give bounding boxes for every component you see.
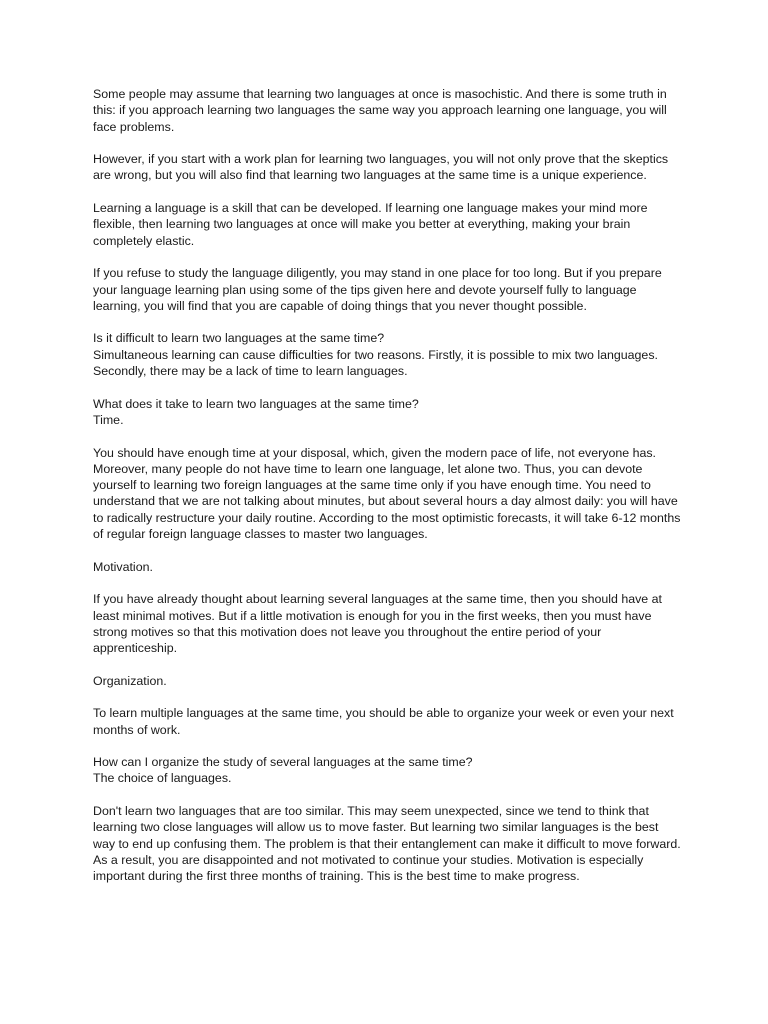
- paragraph-2: [93, 151, 683, 184]
- paragraph-line: If you refuse to study the language diligently, you may stand in one place for too long. But if you prepare your language learning plan using some of the tips given here and devote yourself fully to language learning, you will find that you are capable of doing things that you never thought possible.: [93, 266, 662, 313]
- paragraph-1: [93, 86, 683, 135]
- paragraph-line: Some people may assume that learning two languages at once is masochistic. And there is some truth in this: if you approach learning two languages the same way you approach learning one language, you will face problems.: [93, 87, 667, 134]
- paragraph-11: [93, 705, 683, 738]
- paragraph-line: Simultaneous learning can cause difficulties for two reasons. Firstly, it is possible to mix two languages. Secondly, there may be a lack of time to learn languages.: [93, 347, 658, 379]
- paragraph-line: You should have enough time at your disposal, which, given the modern pace of life, not everyone has. Moreover, many people do not have time to learn one language, let alone two. Thus, you can devote yourself to learning two foreign languages at the same time only if you have enough time. You need to understand that we are not talking about minutes, but about several hours a day almost daily: you will have to radically restructure your daily routine. According to the most optimistic forecasts, it will take 6-12 months of regular foreign language classes to master two languages.: [93, 445, 681, 542]
- paragraph-5: [93, 330, 683, 379]
- paragraph-line: To learn multiple languages at the same time, you should be able to organize your week or even your next months of work.: [93, 706, 674, 737]
- paragraph-line: How can I organize the study of several languages at the same time?: [93, 755, 473, 770]
- paragraph-line: Is it difficult to learn two languages at the same time?: [93, 331, 385, 346]
- paragraph-4: [93, 265, 683, 314]
- paragraph-9: [93, 591, 683, 656]
- document-page: [93, 86, 683, 901]
- paragraph-line: However, if you start with a work plan for learning two languages, you will not only prove that the skeptics are wrong, but you will also find that learning two languages at the same time is a unique experience.: [93, 152, 669, 183]
- paragraph-line: The choice of languages.: [93, 771, 232, 786]
- paragraph-13: [93, 803, 683, 884]
- paragraph-6: [93, 396, 683, 429]
- paragraph-line: Time.: [93, 412, 124, 427]
- paragraph-line: Organization.: [93, 673, 167, 688]
- paragraph-12: [93, 754, 683, 787]
- paragraph-7: [93, 445, 683, 543]
- paragraph-8: [93, 559, 683, 575]
- paragraph-line: What does it take to learn two languages at the same time?: [93, 396, 419, 411]
- paragraph-line: Motivation.: [93, 559, 153, 574]
- paragraph-line: Don't learn two languages that are too similar. This may seem unexpected, since we tend to think that learning two close languages will allow us to move faster. But learning two similar languages is the best way to end up confusing them. The problem is that their entanglement can make it difficult to move forward. As a result, you are disappointed and not motivated to continue your studies. Motivation is especially important during the first three months of training. This is the best time to make progress.: [93, 804, 681, 884]
- paragraph-line: If you have already thought about learning several languages at the same time, then you should have at least minimal motives. But if a little motivation is enough for you in the first weeks, then you must have strong motives so that this motivation does not leave you throughout the entire period of your apprenticeship.: [93, 592, 662, 656]
- paragraph-3: [93, 200, 683, 249]
- paragraph-line: Learning a language is a skill that can be developed. If learning one language makes your mind more flexible, then learning two languages at once will make you better at everything, making your brain completely elastic.: [93, 201, 648, 248]
- paragraph-10: [93, 673, 683, 689]
